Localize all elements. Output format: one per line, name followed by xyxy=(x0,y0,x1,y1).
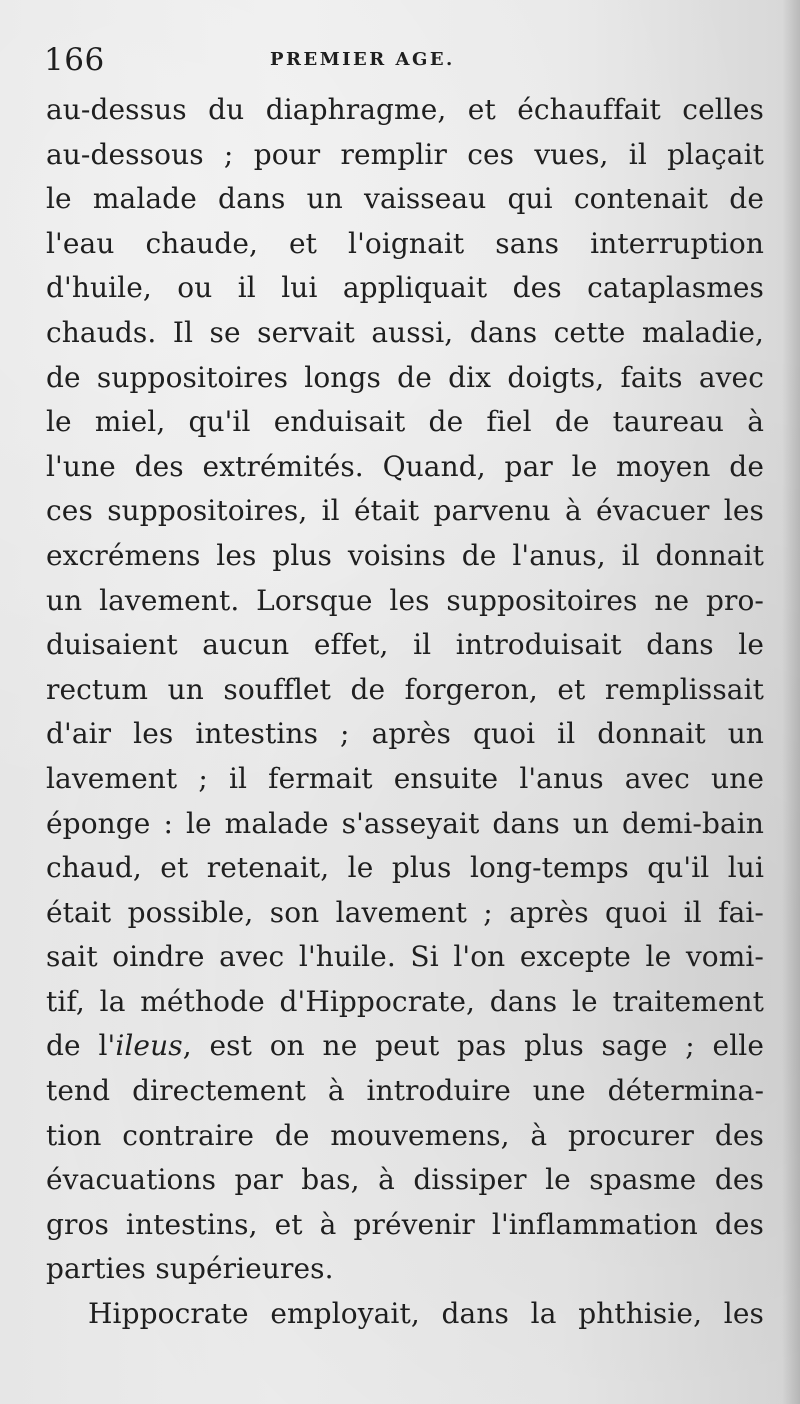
text-line: lavement ; il fermait ensuite l'anus avec une xyxy=(46,761,764,795)
text-line: un lavement. Lorsque les suppositoires ne pro- xyxy=(46,583,764,617)
text-line: excrémens les plus voisins de l'anus, il donnait xyxy=(46,538,764,572)
text-fragment: de l' xyxy=(46,1029,116,1063)
text-line: tion contraire de mouvemens, à procurer des xyxy=(46,1118,764,1152)
text-line: l'eau chaude, et l'oignait sans interruption xyxy=(46,226,764,260)
text-line: duisaient aucun effet, il introduisait dans le xyxy=(46,628,764,662)
text-line: sait oindre avec l'huile. Si l'on excepte le vomi- xyxy=(46,940,764,974)
text-line: de suppositoires longs de dix doigts, faits avec xyxy=(46,360,764,394)
text-line: au-dessous ; pour remplir ces vues, il plaçait xyxy=(46,137,764,171)
italic-term-ileus: ileus xyxy=(115,1029,183,1063)
text-line: d'air les intestins ; après quoi il donnait un xyxy=(46,717,764,751)
text-line: d'huile, ou il lui appliquait des cataplasmes xyxy=(46,271,764,305)
text-line: gros intestins, et à prévenir l'inflammation des xyxy=(46,1207,764,1241)
text-fragment: , est on ne peut pas plus sage ; elle xyxy=(182,1029,764,1063)
text-line: éponge : le malade s'asseyait dans un demi-bain xyxy=(46,806,764,840)
text-line: le miel, qu'il enduisait de fiel de taureau à xyxy=(46,405,764,439)
text-line-indented: Hippocrate employait, dans la phthisie, les xyxy=(88,1297,764,1331)
page-number: 166 xyxy=(44,42,105,78)
text-line: ces suppositoires, il était parvenu à évacuer les xyxy=(46,494,764,528)
text-line: évacuations par bas, à dissiper le spasme des xyxy=(46,1163,764,1197)
text-line: chauds. Il se servait aussi, dans cette maladie, xyxy=(46,315,764,349)
text-line: tend directement à introduire une détermina- xyxy=(46,1074,764,1108)
text-line: rectum un soufflet de forgeron, et remplissait xyxy=(46,672,764,706)
page-header xyxy=(44,40,764,84)
text-line: était possible, son lavement ; après quoi il fai- xyxy=(46,895,764,929)
running-head: PREMIER AGE. xyxy=(270,49,455,70)
text-line: le malade dans un vaisseau qui contenait de xyxy=(46,182,764,216)
text-line-ileus xyxy=(46,1024,764,1069)
text-line: au-dessus du diaphragme, et échauffait celles xyxy=(46,93,764,126)
text-line: l'une des extrémités. Quand, par le moyen de xyxy=(46,449,764,483)
text-line: parties supérieures. xyxy=(46,1252,334,1286)
text-line: tif, la méthode d'Hippocrate, dans le traitement xyxy=(46,984,764,1018)
body-text xyxy=(46,88,764,1337)
text-line: chaud, et retenait, le plus long-temps qu'il lui xyxy=(46,851,764,885)
